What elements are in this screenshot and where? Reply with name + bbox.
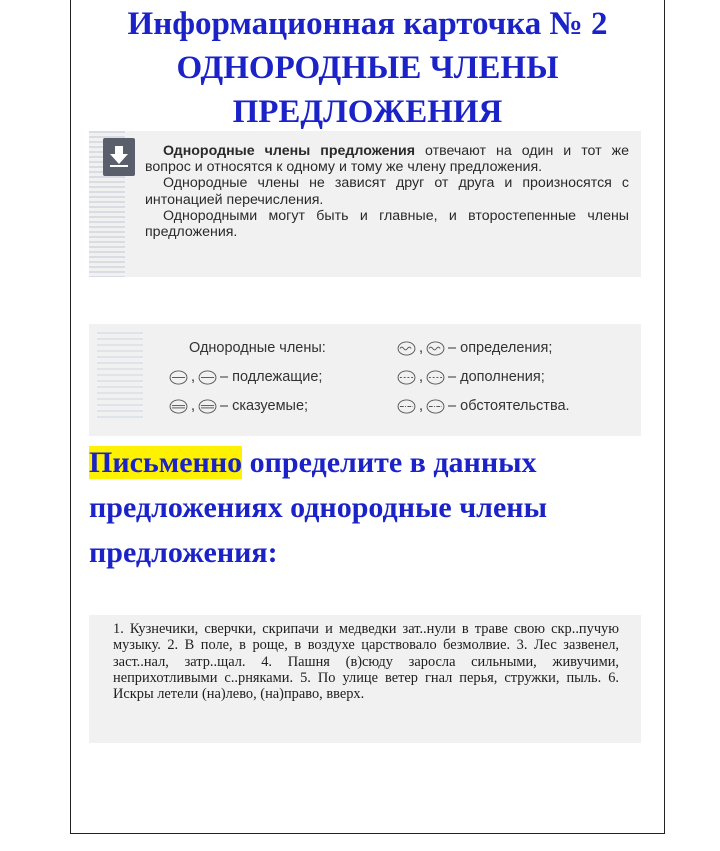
task-instruction: [89, 440, 589, 575]
legend-panel: [89, 324, 641, 436]
task-highlight: Письменно: [89, 446, 243, 479]
adverbial-symbol-icon: [397, 399, 416, 414]
legend-predicates: , – сказуемые;: [169, 398, 308, 414]
title-line-3: ПРЕДЛОЖЕНИЯ: [232, 94, 503, 130]
legend-attributes: , – определения;: [397, 340, 552, 356]
adverbial-symbol-icon: [426, 399, 445, 414]
predicate-symbol-icon: [198, 399, 217, 414]
exercise-text: 1. Кузнечики, сверчки, скрипачи и медведки зат..нули в траве свою скр..пучую музыку. 2. В поле, в роще, в воздухе царствовало безмолвие. 3. Лес зазвенел, заст..нал, затр..щал. 4. Пашня (в)сюду заросла сильными, живучими, неприхотливыми с..рняками. 5. По улице ветер гнал перья, стружки, пыль. 6. Искры летели (на)лево, (на)право, вверх.: [113, 621, 619, 703]
subject-symbol-icon: [198, 370, 217, 385]
object-symbol-icon: [426, 370, 445, 385]
rule-text: [145, 143, 629, 240]
rule-bookmark-icon: [103, 138, 135, 176]
object-symbol-icon: [397, 370, 416, 385]
exercise-panel: [89, 615, 641, 743]
rule-panel: [89, 131, 641, 277]
task-text: определите в данных предложениях однородные члены предложения:: [89, 446, 548, 569]
legend-gutter: [97, 332, 143, 422]
title-line-2: ОДНОРОДНЫЕ ЧЛЕНЫ: [176, 50, 559, 86]
legend-heading: Однородные члены:: [189, 340, 326, 356]
predicate-symbol-icon: [169, 399, 188, 414]
rule-definition-2: Однородные члены не зависят друг от друга и произносятся с интонацией перечисления.: [145, 175, 629, 208]
attribute-symbol-icon: [426, 341, 445, 356]
attribute-symbol-icon: [397, 341, 416, 356]
rule-definition-3: Однородными могут быть и главные, и второстепенные члены предложения.: [145, 207, 629, 241]
legend-subjects: , – подлежащие;: [169, 369, 322, 385]
info-card: [70, 0, 665, 834]
card-title: [71, 2, 664, 134]
subject-symbol-icon: [169, 370, 188, 385]
legend-objects: , – дополнения;: [397, 369, 545, 385]
legend-adverbials: , – обстоятельства.: [397, 398, 570, 414]
title-line-1: Информационная карточка № 2: [127, 6, 608, 42]
rule-term: Однородные члены предложения: [163, 143, 416, 159]
rule-definition-1: отвечают на один и тот же вопрос и относятся к одному и тому же члену предложения.: [145, 143, 629, 176]
